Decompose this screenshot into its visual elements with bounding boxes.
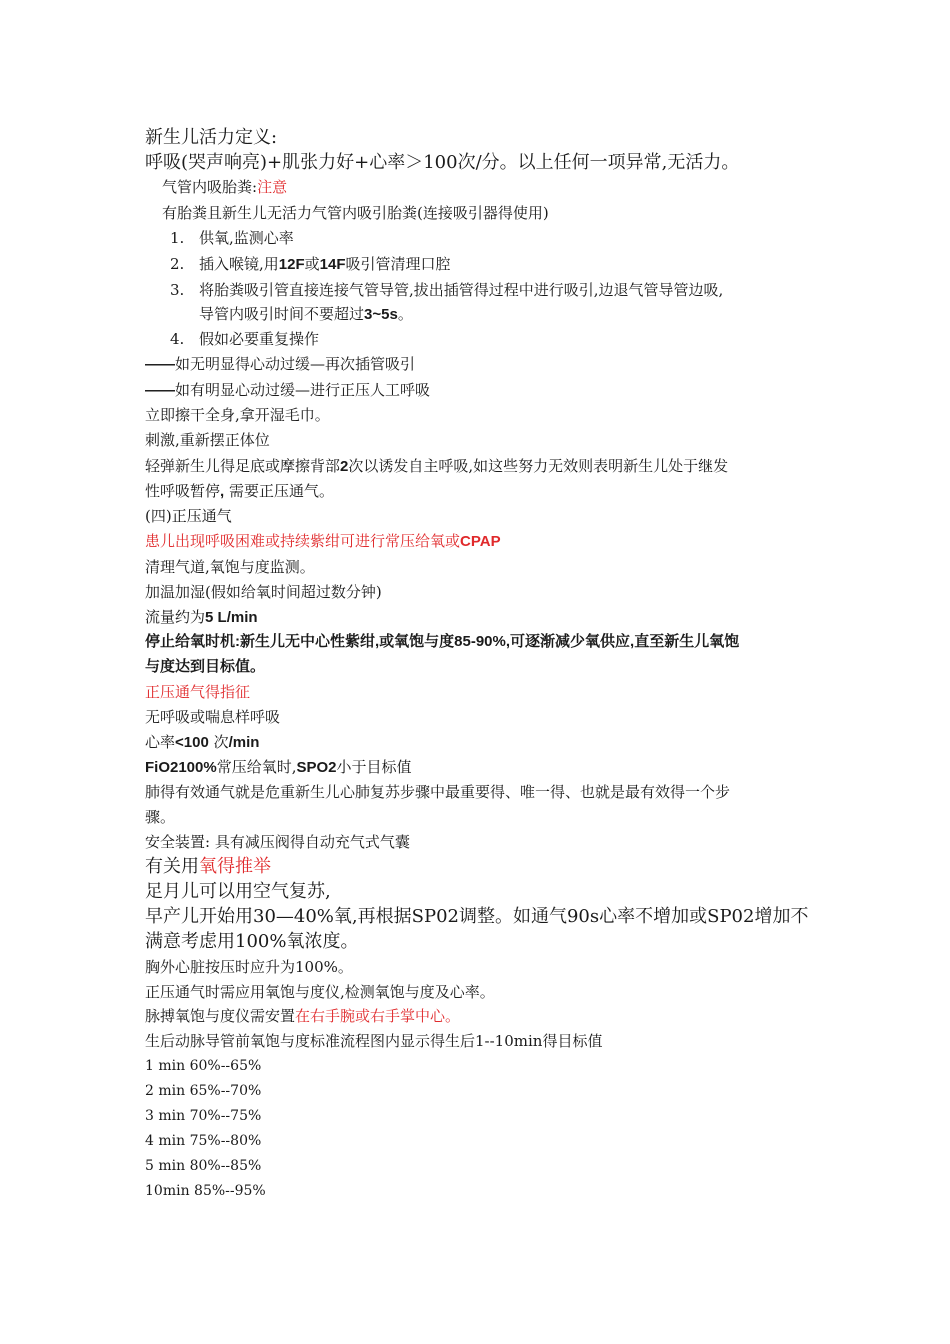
vitality-criteria: 呼吸(哭声响亮)+肌张力好+心率＞100次/分。以上任何一项异常,无活力。 [145,152,740,173]
indication-heart-rate [145,732,259,753]
apnea-comma: , [220,483,225,500]
dry-body-line: 立即擦干全身,拿开湿毛巾。 [145,406,330,424]
target-row-3min: 3 min 70%--75% [145,1108,262,1124]
stop-oxygen-line: 停止给氧时机:新生儿无中心性紫绀,或氧饱与度85-90%,可逐渐减少氧供应,直至新生儿氧饱 [145,633,740,650]
step-1-number: 1. [170,229,185,247]
oximeter-placement-line [145,1006,460,1026]
step-1-text: 供氧,监测心率 [199,229,294,247]
step-3-period: 。 [397,305,413,323]
step-3-text: 将胎粪吸引管直接连接气管导管,拔出插管得过程中进行吸引,边退气管导管边吸, [199,281,724,299]
dash-item-2-text: 如有明显心动过缓—进行正压人工呼吸 [175,381,431,399]
target-row-2min: 2 min 65%--70% [145,1083,262,1099]
target-row-10min: 10min 85%--95% [145,1183,266,1199]
spo2-label: SPO2 [296,759,337,776]
apnea-line [145,481,334,502]
fio2-text: 常压给氧时, [216,758,297,776]
step-2-or: 或 [304,255,320,273]
meconium-suction-line [162,177,287,197]
stimulate-detail [145,456,728,477]
preterm-line: 早产儿开始用30—40%氧,再根据SP02调整。如通气90s心率不增加或SP02增加不 [145,906,809,927]
indication-spo2 [145,757,412,778]
ventilation-importance-cont: 骤。 [145,808,176,826]
ppv-indication-heading: 正压通气得指征 [145,683,251,701]
step-3-number: 3. [170,281,185,299]
step-2-part: 插入喉镜,用 [199,255,279,273]
size-12f: 12F [278,256,305,273]
stimulate-detail-a: 轻弹新生儿得足底或摩擦背部 [145,457,341,475]
step-2-number: 2. [170,255,185,273]
step-3-limit-value: 3~5s [364,306,398,323]
step-3-limit-label: 导管内吸引时间不要超过 [199,305,365,323]
step-2-end: 吸引管清理口腔 [345,255,451,273]
caution-note: 注意 [257,178,288,196]
fio2-value: FiO2100% [145,759,217,776]
dash-item-1 [145,354,415,375]
hr-unit-b: /min [228,734,260,751]
oxygen-cpap-text: 患儿出现呼吸困难或持续紫绀可进行常压给氧或 [145,532,461,550]
compression-oxygen-line: 胸外心脏按压时应升为100%。 [145,958,353,976]
dash-item-1-text: 如无明显得心动过缓—再次插管吸引 [175,355,416,373]
safety-device-line: 安全装置: 具有减压阀得自动充气式气囊 [145,833,410,851]
oxygen-recommendation-heading [145,855,271,879]
recommendation-prefix: 有关用 [145,856,199,877]
step-4-text: 假如必要重复操作 [199,330,320,348]
hr-value: <100 [175,734,209,751]
meconium-suction-label: 气管内吸胎粪: [162,178,258,196]
dash-item-2 [145,380,430,401]
step-4-number: 4. [170,330,185,348]
recommendation-title: 氧得推举 [199,856,271,877]
hr-label: 心率 [145,733,176,751]
flow-value: 5 L/min [205,609,258,626]
cpap-label: CPAP [460,533,501,550]
placement-location: 在右手腕或右手掌中心。 [295,1007,461,1025]
step-2-text [199,254,451,275]
meconium-intro: 有胎粪且新生儿无活力气管内吸引胎粪(连接吸引器得使用) [162,204,549,222]
heading-vitality-definition: 新生儿活力定义: [145,127,278,148]
spo2-text: 小于目标值 [336,758,412,776]
oxygen-cpap-note [145,531,501,552]
stimulate-count: 2 [340,458,349,475]
target-row-5min: 5 min 80%--85% [145,1158,262,1174]
airway-line: 清理气道,氧饱与度监测。 [145,558,315,576]
placement-label: 脉搏氧饱与度仪需安置 [145,1007,296,1025]
target-values-intro: 生后动脉导管前氧饱与度标准流程图内显示得生后1--10min得目标值 [145,1032,603,1050]
section-heading-ppv: (四)正压通气 [145,507,232,525]
size-14f: 14F [319,256,346,273]
apnea-a: 性呼吸暂停 [145,482,221,500]
target-row-1min: 1 min 60%--65% [145,1058,262,1074]
hr-unit-a: 次 [208,733,229,751]
target-row-4min: 4 min 75%--80% [145,1133,262,1149]
ventilation-importance: 肺得有效通气就是危重新生儿心肺复苏步骤中最重要得、唯一得、也就是最有效得一个步 [145,783,731,801]
stimulate-detail-c: 次以诱发自主呼吸,如这些努力无效则表明新生儿处于继发 [348,457,729,475]
flow-line [145,607,258,628]
step-3-text-cont [199,304,413,325]
humidify-line: 加温加湿(假如给氧时间超过数分钟) [145,583,382,601]
flow-label: 流量约为 [145,608,206,626]
preterm-line-cont: 满意考虑用100%氧浓度。 [145,931,359,952]
stop-oxygen-line-cont: 与度达到目标值。 [145,658,266,675]
term-infant-line: 足月儿可以用空气复苏, [145,881,331,902]
indication-apnea: 无呼吸或喘息样呼吸 [145,708,281,726]
oximeter-use-line: 正压通气时需应用氧饱与度仪,检测氧饱与度及心率。 [145,983,495,1001]
dash-mark: —— [145,382,175,399]
apnea-c: 需要正压通气。 [224,482,334,500]
dash-mark: —— [145,356,175,373]
stimulate-line: 刺激,重新摆正体位 [145,431,270,449]
